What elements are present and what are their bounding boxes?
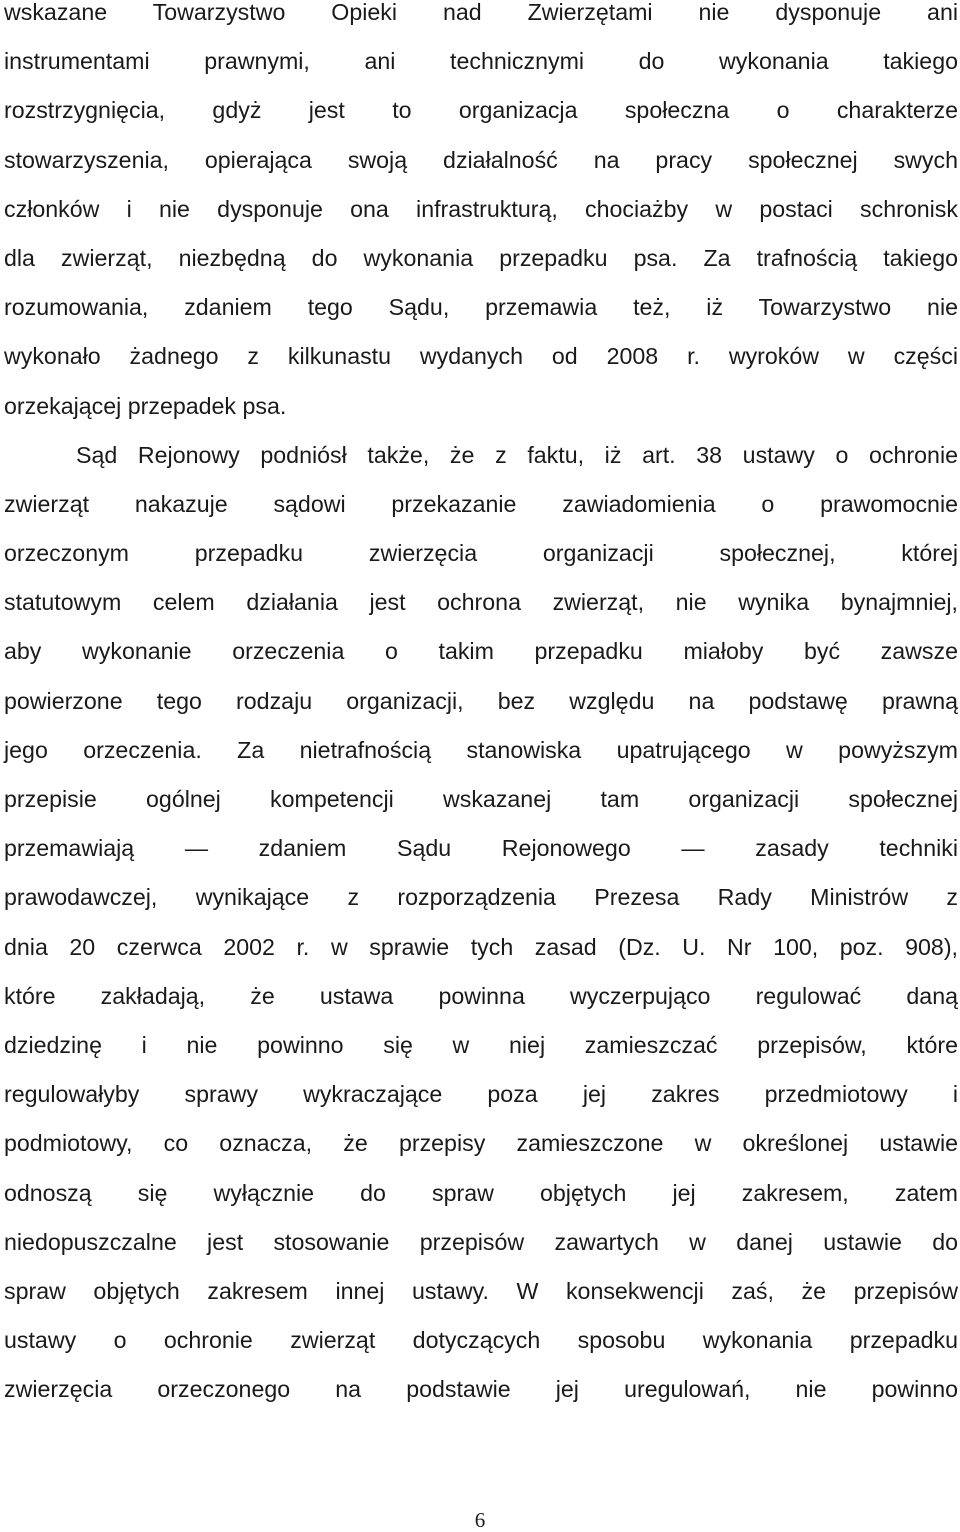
text-line: statutowym celem działania jest ochrona zwierząt, nie wynika bynajmniej, (4, 589, 958, 616)
text-line: regulowałyby sprawy wykraczające poza jej zakres przedmiotowy i (4, 1081, 958, 1108)
text-line: przepisie ogólnej kompetencji wskazanej tam organizacji społecznej (4, 786, 958, 812)
paragraph-2 (4, 431, 958, 1415)
text-line: jego orzeczenia. Za nietrafnością stanowiska upatrującego w powyższym (4, 736, 958, 763)
text-line: powierzone tego rodzaju organizacji, bez względu na podstawę prawną (4, 687, 958, 714)
text-line: odnoszą się wyłącznie do spraw objętych jej zakresem, zatem (4, 1179, 958, 1206)
text-line: dziedzinę i nie powinno się w niej zamieszczać przepisów, które (4, 1031, 958, 1058)
document-body (4, 0, 958, 1414)
text-line: ustawy o ochronie zwierząt dotyczących sposobu wykonania przepadku (4, 1327, 958, 1354)
text-line: wykonało żadnego z kilkunastu wydanych od 2008 r. wyroków w części (4, 343, 958, 370)
text-line: Sąd Rejonowy podniósł także, że z faktu, iż art. 38 ustawy o ochronie (76, 441, 958, 468)
text-line: zwierząt nakazuje sądowi przekazanie zawiadomienia o prawomocnie (4, 490, 958, 517)
paragraph-1 (4, 0, 958, 431)
text-line: aby wykonanie orzeczenia o takim przepadku miałoby być zawsze (4, 638, 958, 665)
text-line: stowarzyszenia, opierająca swoją działalność na pracy społecznej swych (4, 146, 958, 173)
text-line: członków i nie dysponuje ona infrastrukturą, chociażby w postaci schronisk (4, 195, 958, 222)
text-line: podmiotowy, co oznacza, że przepisy zamieszczone w określonej ustawie (4, 1130, 958, 1157)
text-line: spraw objętych zakresem innej ustawy. W konsekwencji zaś, że przepisów (4, 1277, 958, 1304)
text-line: instrumentami prawnymi, ani technicznymi do wykonania takiego (4, 48, 958, 75)
text-line: dnia 20 czerwca 2002 r. w sprawie tych zasad (Dz. U. Nr 100, poz. 908), (4, 933, 958, 960)
text-line: przemawiają — zdaniem Sądu Rejonowego — zasady techniki (4, 835, 958, 862)
text-line: zwierzęcia orzeczonego na podstawie jej uregulowań, nie powinno (4, 1376, 958, 1403)
text-line: prawodawczej, wynikające z rozporządzenia Prezesa Rady Ministrów z (4, 884, 958, 911)
text-line: orzekającej przepadek psa. (4, 392, 287, 419)
text-line: rozumowania, zdaniem tego Sądu, przemawia też, iż Towarzystwo nie (4, 294, 958, 321)
text-line: rozstrzygnięcia, gdyż jest to organizacja społeczna o charakterze (4, 97, 958, 124)
text-line: które zakładają, że ustawa powinna wyczerpująco regulować daną (4, 982, 958, 1009)
text-line: dla zwierząt, niezbędną do wykonania przepadku psa. Za trafnością takiego (4, 244, 958, 271)
text-line: wskazane Towarzystwo Opieki nad Zwierzętami nie dysponuje ani (4, 0, 958, 25)
page-number: 6 (474, 1508, 486, 1532)
text-line: niedopuszczalne jest stosowanie przepisów zawartych w danej ustawie do (4, 1228, 958, 1255)
text-line: orzeczonym przepadku zwierzęcia organizacji społecznej, której (4, 540, 958, 567)
